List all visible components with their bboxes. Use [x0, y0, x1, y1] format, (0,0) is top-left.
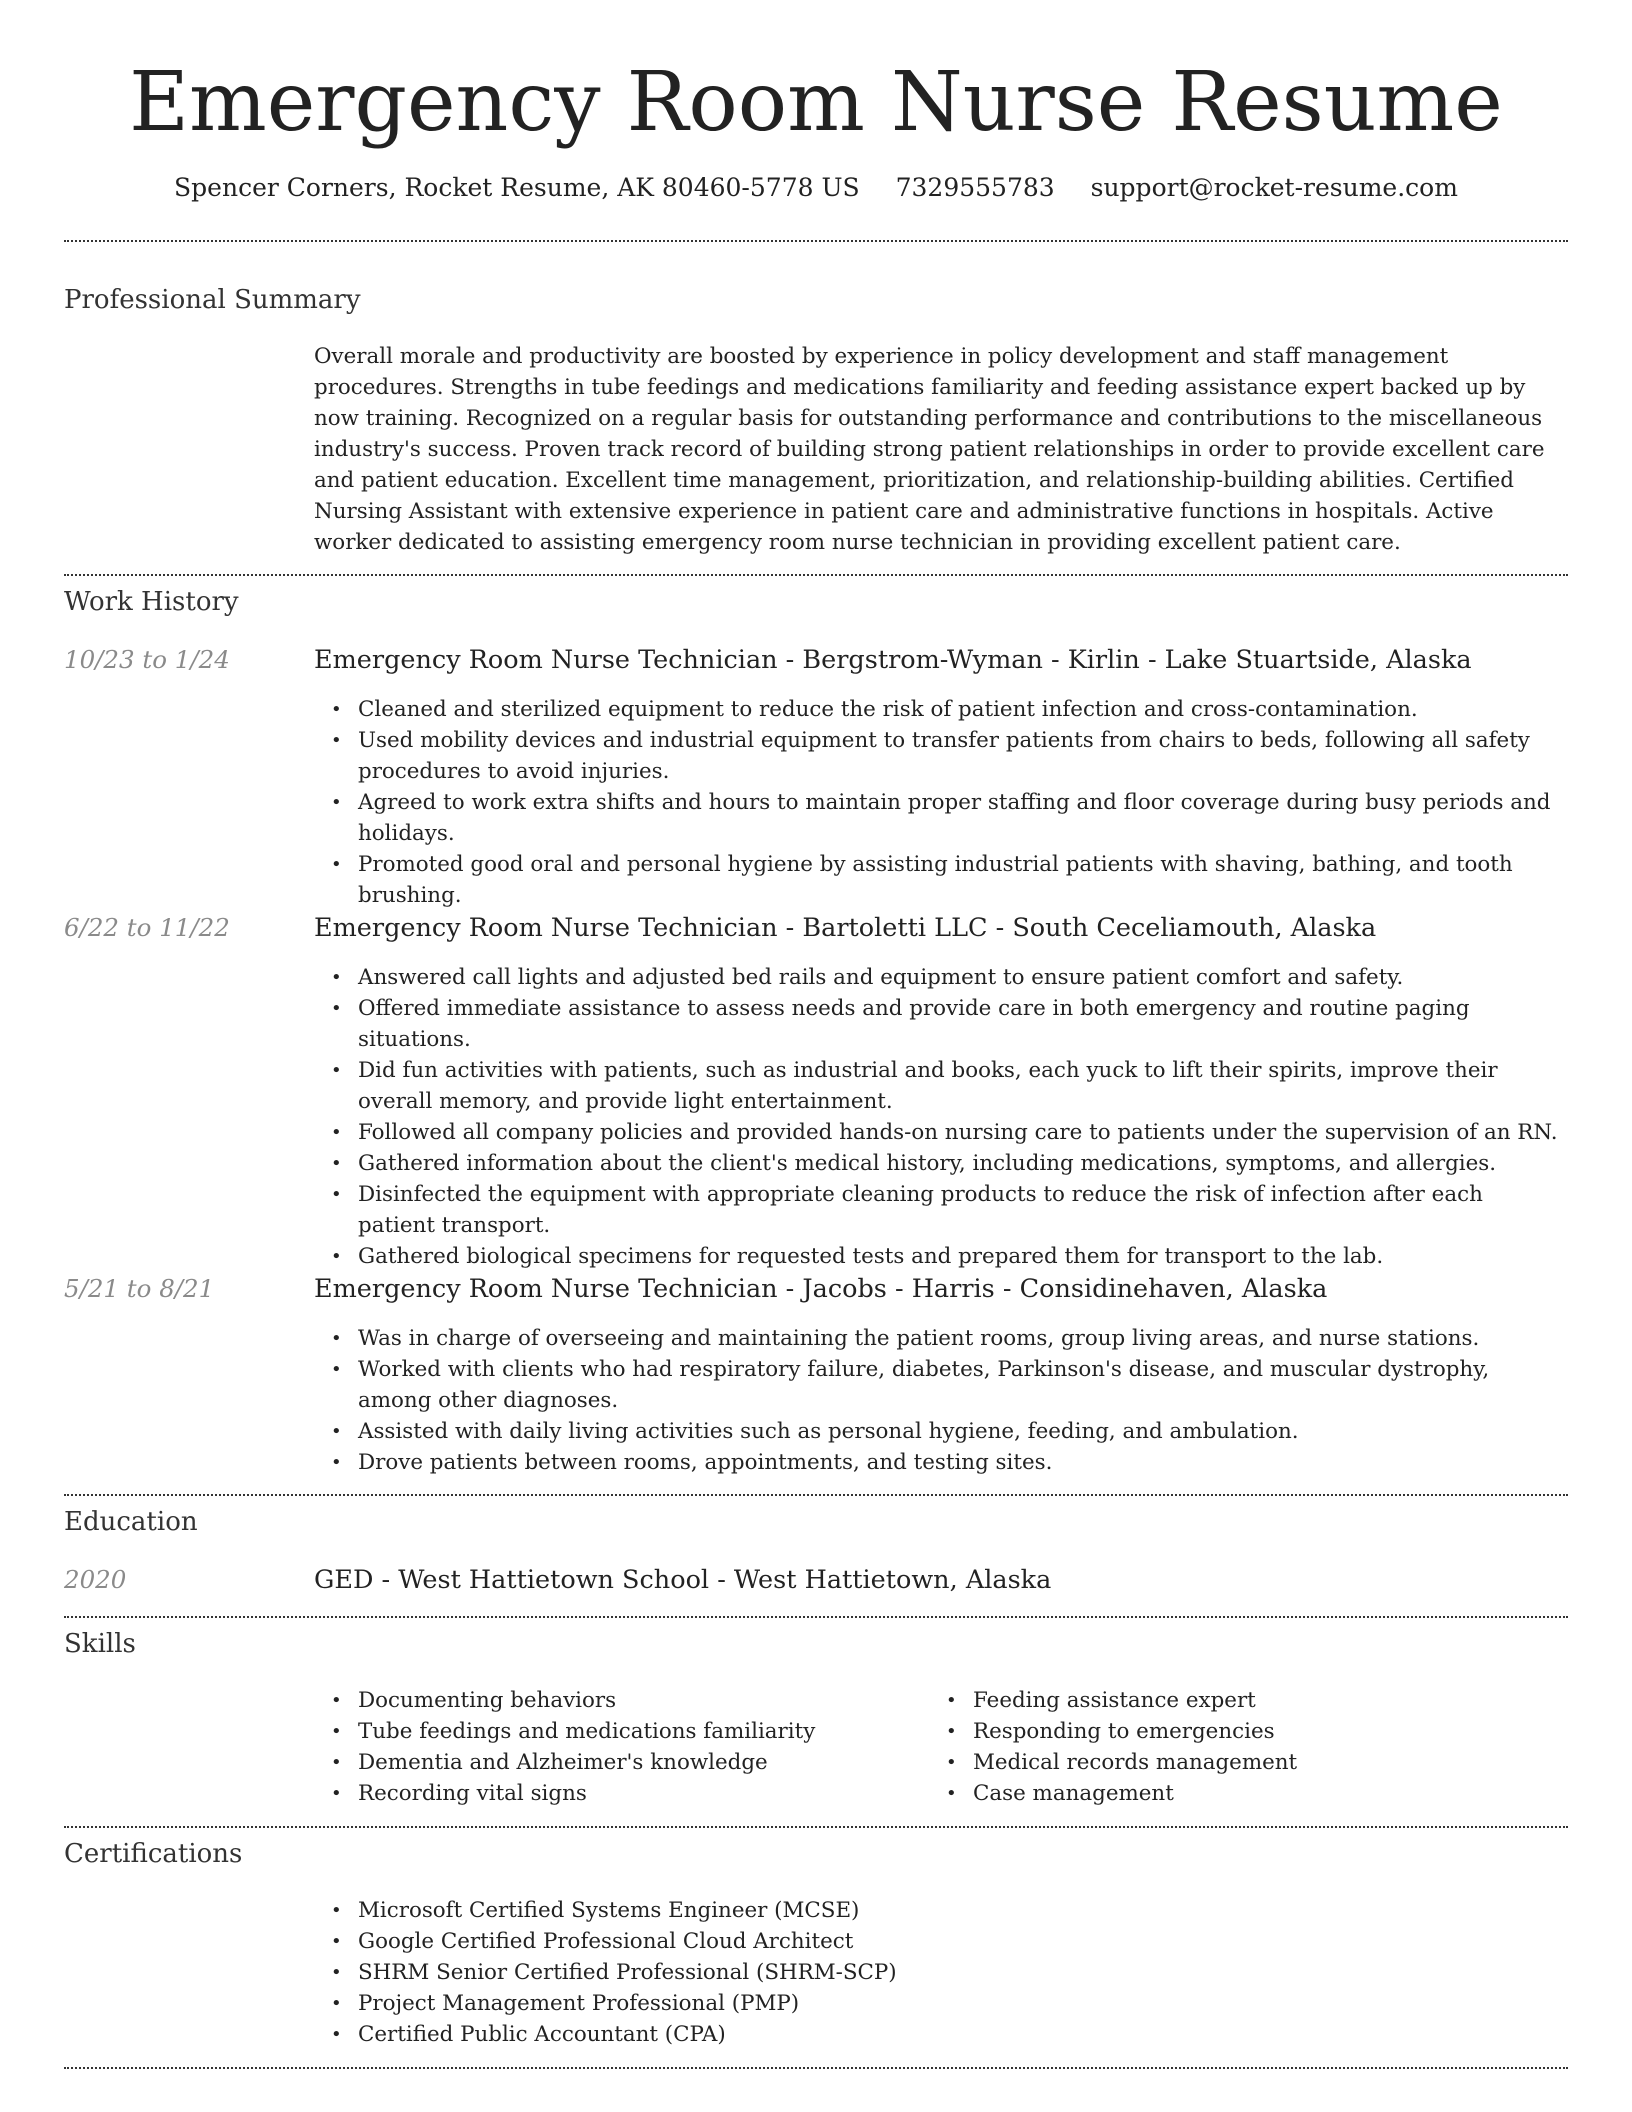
list-item: • Did fun activities with patients, such as industrial and books, each yuck to lift their spirits, improve their overall memory, and provide light entertainment.: [358, 1055, 1558, 1117]
section-title-education: Education: [64, 1507, 198, 1537]
skills-list-left: [358, 1685, 815, 1809]
list-item: • Certified Public Accountant (CPA): [358, 2019, 897, 2050]
list-item: • Dementia and Alzheimer's knowledge: [358, 1747, 815, 1778]
contact-line: [0, 170, 1632, 206]
list-item: • Recording vital signs: [358, 1778, 815, 1809]
list-item: • Google Certified Professional Cloud Architect: [358, 1926, 897, 1957]
section-title-certifications: Certifications: [64, 1839, 243, 1869]
summary-text: Overall morale and productivity are boosted by experience in policy development and staff management procedures. Strengths in tube feedings and medications familiarity and feeding assistance expert backed up by now training. Recognized on a regular basis for outstanding performance and contributions to the miscellaneous industry's success. Proven track record of building strong patient relationships in order to provide excellent care and patient education. Excellent time management, prioritization, and relationship-building abilities. Certified Nursing Assistant with extensive experience in patient care and administrative functions in hospitals. Active worker dedicated to assisting emergency room nurse technician in providing excellent patient care.: [314, 344, 1545, 555]
job-heading: Emergency Room Nurse Technician - Bergstrom-Wyman - Kirlin - Lake Stuartside, Alaska: [314, 645, 1472, 675]
job-dates: 5/21 to 8/21: [64, 1274, 215, 1303]
section-divider: [64, 1826, 1568, 1828]
job-bullets: [358, 962, 1558, 1272]
job-bullets: [358, 1323, 1558, 1478]
section-divider: [64, 2067, 1568, 2069]
section-title-summary: Professional Summary: [64, 285, 361, 315]
list-item: • Used mobility devices and industrial equipment to transfer patients from chairs to beds, following all safety procedures to avoid injuries.: [358, 725, 1558, 787]
skills-list-right: [973, 1685, 1297, 1809]
certifications-list: [358, 1895, 897, 2050]
list-item: • Worked with clients who had respiratory failure, diabetes, Parkinson's disease, and muscular dystrophy, among other diagnoses.: [358, 1354, 1558, 1416]
list-item: • Documenting behaviors: [358, 1685, 815, 1716]
list-item: • Feeding assistance expert: [973, 1685, 1297, 1716]
list-item: • Disinfected the equipment with appropriate cleaning products to reduce the risk of infection after each patient transport.: [358, 1179, 1558, 1241]
section-divider: [64, 1494, 1568, 1496]
job-dates: 10/23 to 1/24: [64, 645, 230, 674]
list-item: • Followed all company policies and provided hands-on nursing care to patients under the supervision of an RN.: [358, 1117, 1558, 1148]
education-year: 2020: [64, 1565, 127, 1594]
job-dates: 6/22 to 11/22: [64, 913, 230, 942]
job-heading: Emergency Room Nurse Technician - Jacobs - Harris - Considinehaven, Alaska: [314, 1274, 1328, 1304]
education-heading: GED - West Hattietown School - West Hattietown, Alaska: [314, 1565, 1052, 1595]
list-item: • Gathered biological specimens for requested tests and prepared them for transport to the lab.: [358, 1241, 1558, 1272]
list-item: • Drove patients between rooms, appointments, and testing sites.: [358, 1447, 1558, 1478]
list-item: • Medical records management: [973, 1747, 1297, 1778]
list-item: • Tube feedings and medications familiarity: [358, 1716, 815, 1747]
list-item: • Project Management Professional (PMP): [358, 1988, 897, 2019]
list-item: • Responding to emergencies: [973, 1716, 1297, 1747]
contact-address: Spencer Corners, Rocket Resume, AK 80460-5778 US: [174, 173, 860, 202]
list-item: • Was in charge of overseeing and maintaining the patient rooms, group living areas, and nurse stations.: [358, 1323, 1558, 1354]
list-item: • SHRM Senior Certified Professional (SHRM-SCP): [358, 1957, 897, 1988]
job-bullets: [358, 694, 1558, 911]
section-divider: [64, 1616, 1568, 1618]
list-item: • Assisted with daily living activities such as personal hygiene, feeding, and ambulation.: [358, 1416, 1558, 1447]
job-heading: Emergency Room Nurse Technician - Bartoletti LLC - South Ceceliamouth, Alaska: [314, 913, 1377, 943]
list-item: • Gathered information about the client's medical history, including medications, symptoms, and allergies.: [358, 1148, 1558, 1179]
list-item: • Answered call lights and adjusted bed rails and equipment to ensure patient comfort and safety.: [358, 962, 1558, 993]
list-item: • Agreed to work extra shifts and hours to maintain proper staffing and floor coverage during busy periods and holidays.: [358, 787, 1558, 849]
list-item: • Case management: [973, 1778, 1297, 1809]
section-title-work-history: Work History: [64, 587, 239, 617]
resume-title: Emergency Room Nurse Resume: [129, 55, 1503, 150]
section-divider: [64, 574, 1568, 576]
list-item: • Cleaned and sterilized equipment to reduce the risk of patient infection and cross-contamination.: [358, 694, 1558, 725]
contact-email[interactable]: support@rocket-resume.com: [1090, 173, 1458, 202]
section-title-skills: Skills: [64, 1629, 136, 1659]
list-item: • Promoted good oral and personal hygiene by assisting industrial patients with shaving, bathing, and tooth brushing.: [358, 849, 1558, 911]
section-divider: [64, 240, 1568, 242]
contact-phone: 7329555783: [895, 173, 1055, 202]
list-item: • Microsoft Certified Systems Engineer (MCSE): [358, 1895, 897, 1926]
list-item: • Offered immediate assistance to assess needs and provide care in both emergency and routine paging situations.: [358, 993, 1558, 1055]
